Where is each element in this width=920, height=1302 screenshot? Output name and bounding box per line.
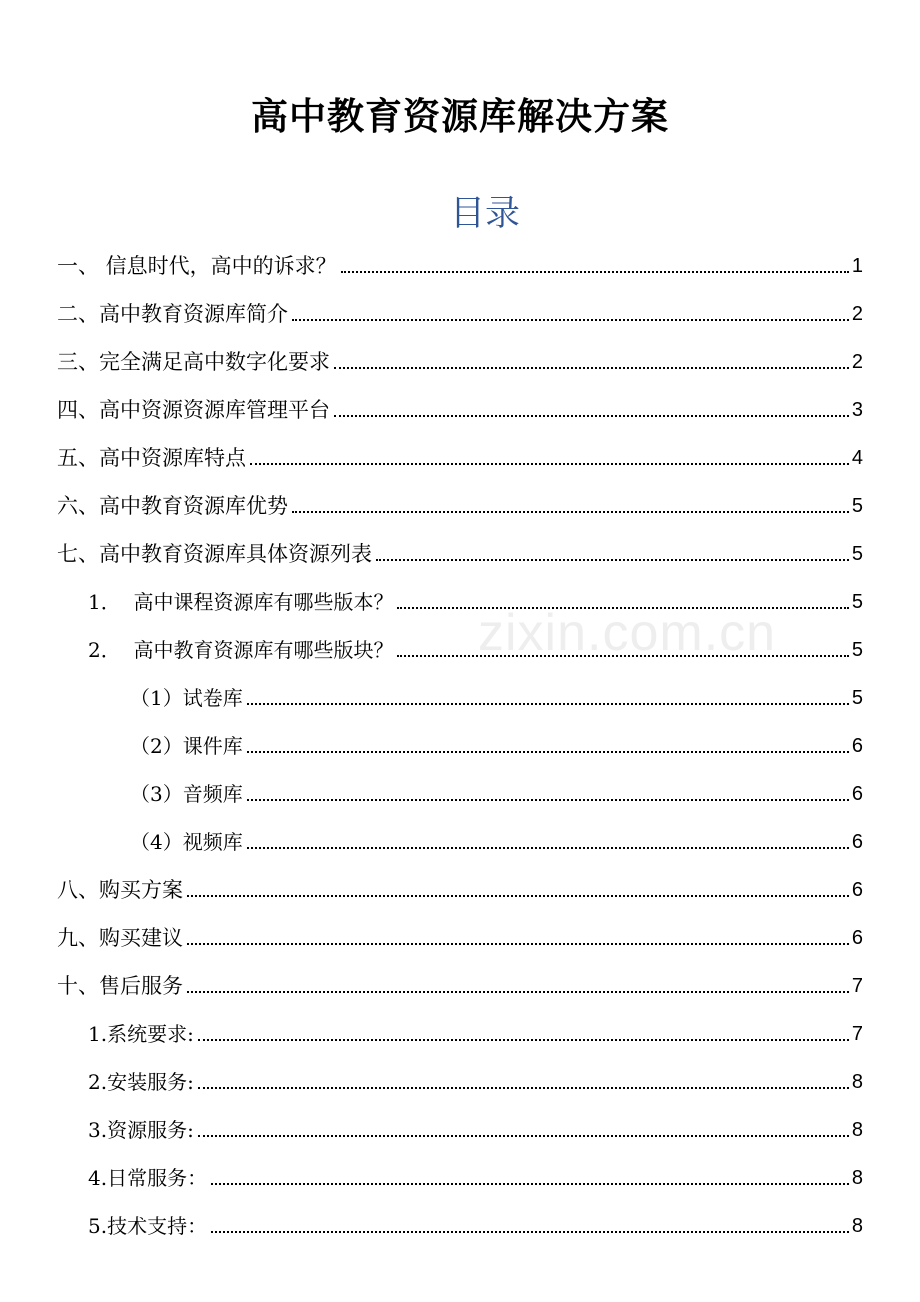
toc-entry[interactable] <box>88 1065 863 1095</box>
toc-leader <box>334 367 849 369</box>
toc-page-number: 4 <box>851 447 863 469</box>
toc-page-number: 7 <box>851 1023 863 1045</box>
toc-leader <box>250 463 849 465</box>
toc-entry-label: 三、完全满足高中数字化要求 <box>57 350 330 374</box>
toc-page-number: 5 <box>851 591 863 613</box>
toc-entry[interactable] <box>57 537 863 567</box>
toc-leader <box>187 895 849 897</box>
toc-entry[interactable] <box>130 825 863 855</box>
toc-entry[interactable] <box>57 393 863 423</box>
toc-leader <box>211 1183 849 1185</box>
document-title: 高中教育资源库解决方案 <box>251 95 669 138</box>
toc-page-number: 1 <box>851 255 863 277</box>
toc-page-number: 7 <box>851 975 863 997</box>
toc-heading: 目录 <box>449 194 520 234</box>
toc-entry[interactable] <box>88 585 863 615</box>
toc-entry[interactable] <box>88 633 863 663</box>
toc-page-number: 3 <box>851 399 863 421</box>
toc-entry-label: 5.技术支持： <box>88 1214 208 1238</box>
toc-leader <box>247 751 849 753</box>
toc-page-number: 6 <box>851 879 863 901</box>
toc-leader <box>247 847 849 849</box>
toc-entry-label: 1.系统要求: <box>88 1022 194 1046</box>
toc-entry[interactable] <box>57 297 863 327</box>
toc-entry[interactable] <box>88 1113 863 1143</box>
toc-entry-label: 一、 信息时代，高中的诉求？ <box>57 254 337 278</box>
toc-page-number: 5 <box>851 543 863 565</box>
toc-leader <box>198 1087 849 1089</box>
toc-entry[interactable] <box>88 1209 863 1239</box>
toc-entry-label: 七、高中教育资源库具体资源列表 <box>57 542 372 566</box>
toc-leader <box>187 991 849 993</box>
toc-entry[interactable] <box>57 441 863 471</box>
toc-leader <box>247 799 849 801</box>
toc-entry[interactable] <box>130 729 863 759</box>
toc-leader <box>292 511 849 513</box>
toc-page-number: 6 <box>851 927 863 949</box>
toc-entry-label: 六、高中教育资源库优势 <box>57 494 288 518</box>
toc-page-number: 8 <box>851 1215 863 1237</box>
toc-entry-label: 五、高中资源库特点 <box>57 446 246 470</box>
toc-entry[interactable] <box>57 969 863 999</box>
toc-entry[interactable] <box>130 681 863 711</box>
toc-entry-label: 二、高中教育资源库简介 <box>57 302 288 326</box>
toc-entry-label: 2.安装服务: <box>88 1070 194 1094</box>
toc-leader <box>198 1039 849 1041</box>
toc-entry-label: 四、高中资源资源库管理平台 <box>57 398 330 422</box>
toc-entry-label: 4.日常服务： <box>88 1166 208 1190</box>
toc-page-number: 2 <box>851 303 863 325</box>
toc-page-number: 6 <box>851 831 863 853</box>
toc-leader <box>334 415 849 417</box>
toc-entry-label: （4）视频库 <box>130 830 243 854</box>
toc-page-number: 2 <box>851 351 863 373</box>
toc-entry[interactable] <box>57 921 863 951</box>
toc-leader <box>247 703 849 705</box>
toc-entry-label: 2． 高中教育资源库有哪些版块？ <box>88 638 394 662</box>
toc-entry[interactable] <box>130 777 863 807</box>
toc-leader <box>292 319 849 321</box>
toc-entry[interactable] <box>88 1017 863 1047</box>
toc-page-number: 6 <box>851 735 863 757</box>
toc-entry-label: （3）音频库 <box>130 782 243 806</box>
watermark: zixin.com.cn <box>478 604 777 662</box>
toc-page-number: 8 <box>851 1167 863 1189</box>
toc-entry-label: （2）课件库 <box>130 734 243 758</box>
toc-page-number: 8 <box>851 1071 863 1093</box>
toc-page-number: 6 <box>851 783 863 805</box>
toc-entry-label: 九、购买建议 <box>57 926 183 950</box>
toc-leader <box>198 1135 849 1137</box>
toc-page-number: 5 <box>851 687 863 709</box>
toc-leader <box>211 1231 849 1233</box>
toc-entry[interactable] <box>88 1161 863 1191</box>
toc-leader <box>187 943 849 945</box>
toc-leader <box>397 607 848 609</box>
toc-entry[interactable] <box>57 873 863 903</box>
toc-page-number: 5 <box>851 639 863 661</box>
toc-entry[interactable] <box>57 489 863 519</box>
toc-entry-label: 1． 高中课程资源库有哪些版本？ <box>88 590 394 614</box>
toc-leader <box>376 559 849 561</box>
toc-entry-label: 八、购买方案 <box>57 878 183 902</box>
toc-entry-label: （1）试卷库 <box>130 686 243 710</box>
toc-page-number: 5 <box>851 495 863 517</box>
toc-entry-label: 3.资源服务: <box>88 1118 194 1142</box>
toc-leader <box>341 271 849 273</box>
toc-leader <box>397 655 848 657</box>
toc-entry[interactable] <box>57 345 863 375</box>
toc-page-number: 8 <box>851 1119 863 1141</box>
toc-entry[interactable] <box>57 249 863 279</box>
toc-entry-label: 十、售后服务 <box>57 974 183 998</box>
